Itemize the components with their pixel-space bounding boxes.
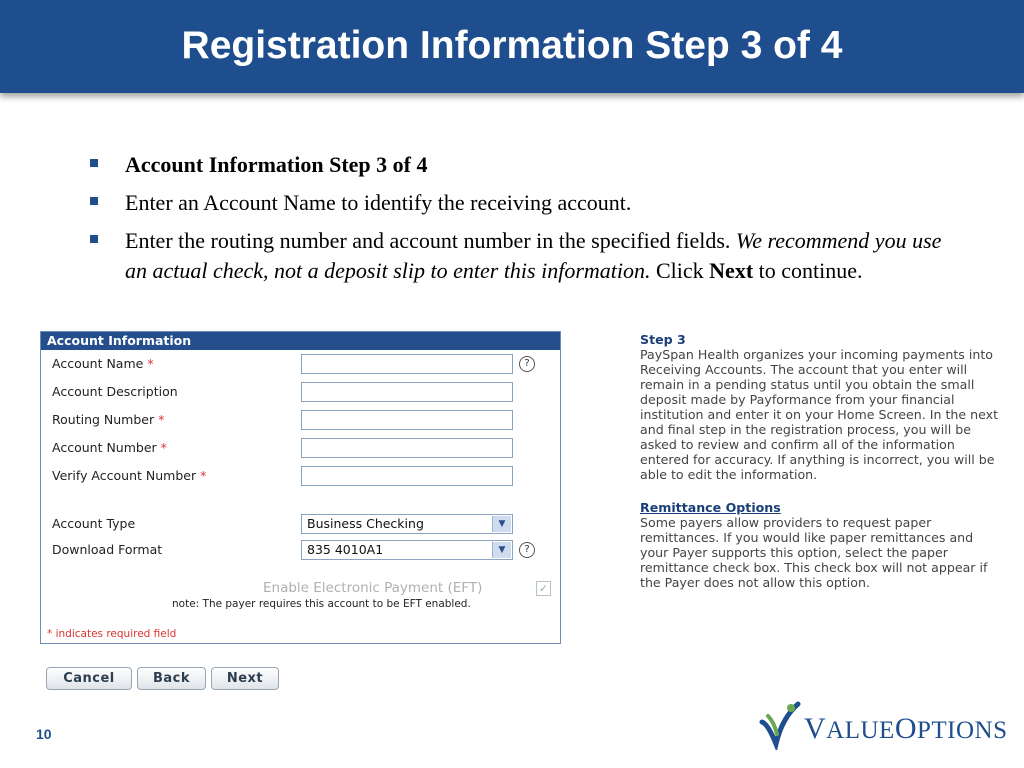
checkmark-person-icon: [758, 700, 804, 750]
bullet-text: Click: [650, 258, 710, 283]
bullet-square-icon: [90, 197, 98, 205]
account-information-panel: [40, 331, 561, 644]
chevron-down-icon[interactable]: ▼: [492, 542, 511, 558]
required-asterisk: *: [160, 440, 167, 455]
download-format-row: [41, 540, 560, 562]
title-bar: [0, 0, 1024, 93]
required-field-note: * indicates required field: [47, 628, 177, 640]
download-format-value: 835 4010A1: [307, 542, 384, 557]
chevron-down-icon[interactable]: ▼: [492, 516, 511, 532]
account-number-row: [41, 438, 560, 460]
help-icon[interactable]: ?: [519, 356, 535, 372]
cancel-button[interactable]: Cancel: [46, 667, 132, 690]
eft-label: Enable Electronic Payment (EFT): [263, 580, 483, 596]
verify-account-number-input[interactable]: [301, 466, 513, 486]
step-help-text: [640, 332, 1002, 590]
account-type-value: Business Checking: [307, 516, 424, 531]
account-description-input[interactable]: [301, 382, 513, 402]
bullet-text: to continue.: [753, 258, 863, 283]
bullet-text: Enter the routing number and account number in the specified fields.: [125, 228, 736, 253]
bullet-list: [88, 150, 968, 294]
account-type-label: Account Type: [52, 516, 136, 531]
bullet-square-icon: [90, 235, 98, 243]
remittance-options-link[interactable]: Remittance Options: [640, 500, 781, 515]
next-button[interactable]: Next: [211, 667, 279, 690]
bullet-item: [88, 188, 968, 218]
bullet-square-icon: [90, 159, 98, 167]
download-format-select[interactable]: [301, 540, 513, 560]
routing-number-row: [41, 410, 560, 432]
account-name-row: [41, 354, 560, 376]
bullet-text: Enter an Account Name to identify the receiving account.: [125, 190, 632, 215]
verify-account-number-row: [41, 466, 560, 488]
eft-note: note: The payer requires this account to be EFT enabled.: [172, 598, 471, 610]
account-name-input[interactable]: [301, 354, 513, 374]
verify-account-number-label: Verify Account Number *: [52, 468, 207, 483]
bullet-next-word: Next: [709, 258, 754, 283]
required-asterisk: *: [200, 468, 207, 483]
account-number-label: Account Number *: [52, 440, 167, 455]
account-number-input[interactable]: [301, 438, 513, 458]
account-type-row: [41, 514, 560, 536]
bullet-item: [88, 150, 968, 180]
logo-wordmark: VALUEOPTIONS: [804, 712, 1008, 745]
bullet-text: Account Information Step 3 of 4: [125, 152, 428, 177]
bullet-item: [88, 226, 968, 286]
slide-title: Registration Information Step 3 of 4: [181, 24, 843, 67]
required-asterisk: *: [158, 412, 165, 427]
step-heading: Step 3: [640, 332, 686, 347]
help-icon[interactable]: ?: [519, 542, 535, 558]
download-format-label: Download Format: [52, 542, 163, 557]
account-type-select[interactable]: [301, 514, 513, 534]
account-description-label: Account Description: [52, 384, 178, 399]
page-number: 10: [36, 726, 52, 742]
account-name-label: Account Name *: [52, 356, 154, 371]
step-description: PaySpan Health organizes your incoming payments into Receiving Accounts. The account that you enter will remain in a pending status until you obtain the small deposit made by Payformance from your financial institution and enter it on your Home Screen. In the next and final step in the registration process, you will be asked to review and confirm all of the information entered for accuracy. If anything is incorrect, you will be able to edit the information.: [640, 347, 999, 482]
valueoptions-logo: [758, 700, 1008, 750]
bullet-italic-text: We recommend you use an actual check, not a deposit slip to enter this information.: [125, 228, 942, 283]
panel-header: Account Information: [41, 332, 560, 350]
eft-checkbox[interactable]: ✓: [536, 581, 551, 596]
required-asterisk: *: [147, 356, 154, 371]
routing-number-input[interactable]: [301, 410, 513, 430]
routing-number-label: Routing Number *: [52, 412, 165, 427]
account-description-row: [41, 382, 560, 404]
back-button[interactable]: Back: [137, 667, 206, 690]
remittance-description: Some payers allow providers to request paper remittances. If you would like paper remittances and your Payer supports this option, select the paper remittance check box. This check box will not appear if the Payer does not allow this option.: [640, 515, 988, 590]
